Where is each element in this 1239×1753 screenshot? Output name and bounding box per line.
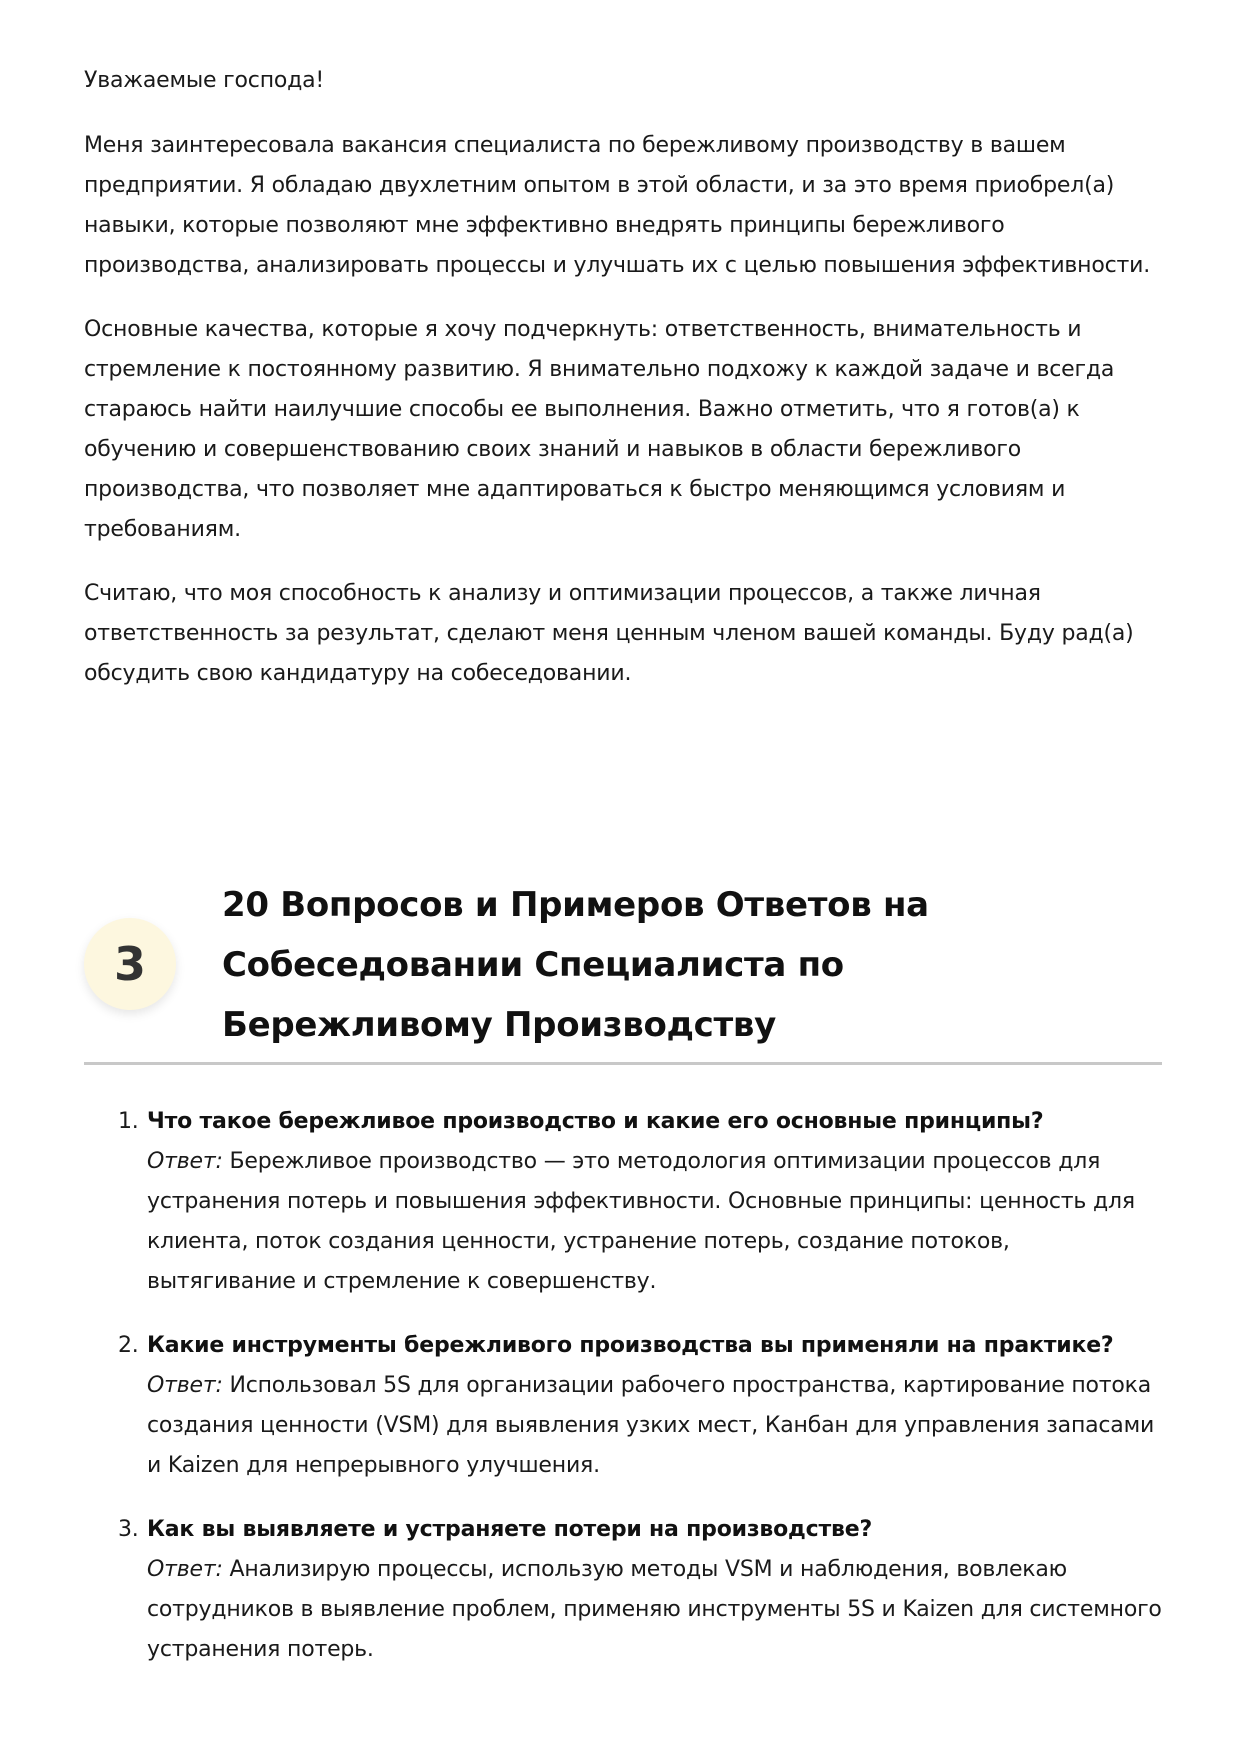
qa-answer-text: Анализирую процессы, использую методы VSM и наблюдения, вовлекаю сотрудников в выявление проблем, применяю инструменты 5S и Kaizen для системного устранения потерь. bbox=[147, 1557, 1162, 1662]
letter-paragraph-2: Основные качества, которые я хочу подчеркнуть: ответственность, внимательность и стремление к постоянному развитию. Я внимательно подхожу к каждой задаче и всегда стараюсь найти наилучшие способы ее выполнения. Важно отметить, что я готов(а) к обучению и совершенствованию своих знаний и навыков в области бережливого производства, что позволяет мне адаптироваться к быстро меняющимся условиям и требованиям. bbox=[84, 317, 1115, 542]
qa-answer bbox=[147, 1550, 1162, 1670]
qa-answer-label: Ответ: bbox=[147, 1149, 223, 1174]
qa-answer-label: Ответ: bbox=[147, 1557, 223, 1582]
qa-answer-text: Бережливое производство — это методология оптимизации процессов для устранения потерь и повышения эффективности. Основные принципы: ценность для клиента, поток создания ценности, устранение потерь, создание потоков, вытягивание и стремление к совершенству. bbox=[147, 1149, 1135, 1294]
qa-answer bbox=[147, 1142, 1162, 1302]
qa-answer-text: Использовал 5S для организации рабочего пространства, картирование потока создания ценности (VSM) для выявления узких мест, Канбан для управления запасами и Kaizen для непрерывного улучшения. bbox=[147, 1373, 1155, 1478]
qa-item-3 bbox=[84, 1510, 1162, 1670]
qa-item-2 bbox=[84, 1326, 1162, 1486]
qa-answer-label: Ответ: bbox=[147, 1373, 223, 1398]
qa-number: 3. bbox=[118, 1517, 139, 1542]
letter-paragraph-3: Считаю, что моя способность к анализу и оптимизации процессов, а также личная ответственность за результат, сделают меня ценным членом вашей команды. Буду рад(а) обсудить свою кандидатуру на собеседовании. bbox=[84, 581, 1134, 686]
letter-greeting: Уважаемые господа! bbox=[84, 68, 325, 93]
section-number-badge: 3 bbox=[84, 918, 176, 1010]
section-divider bbox=[84, 1062, 1162, 1065]
qa-number: 1. bbox=[118, 1109, 139, 1134]
qa-question: Как вы выявляете и устраняете потери на производстве? bbox=[147, 1517, 873, 1542]
qa-question: Какие инструменты бережливого производства вы применяли на практике? bbox=[147, 1333, 1114, 1358]
qa-number: 2. bbox=[118, 1333, 139, 1358]
qa-list bbox=[84, 1102, 1162, 1670]
qa-question: Что такое бережливое производство и какие его основные принципы? bbox=[147, 1109, 1044, 1134]
section-title: 20 Вопросов и Примеров Ответов на Собеседовании Специалиста по Бережливому Производству bbox=[222, 885, 929, 1045]
qa-item-1 bbox=[84, 1102, 1162, 1302]
qa-answer bbox=[147, 1366, 1162, 1486]
letter-paragraph-1: Меня заинтересовала вакансия специалиста по бережливому производству в вашем предприятии. Я обладаю двухлетним опытом в этой области, и за это время приобрел(а) навыки, которые позволяют мне эффективно внедрять принципы бережливого производства, анализировать процессы и улучшать их с целью повышения эффективности. bbox=[84, 133, 1151, 278]
